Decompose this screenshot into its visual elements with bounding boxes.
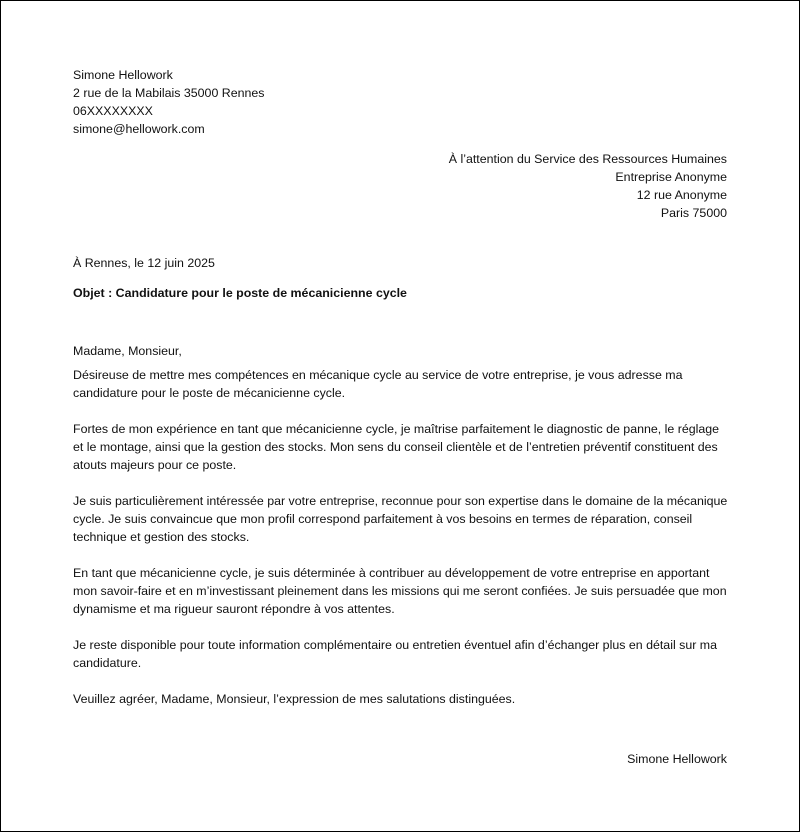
sender-email: simone@hellowork.com — [73, 122, 205, 136]
sender-address: 2 rue de la Mabilais 35000 Rennes — [73, 86, 265, 100]
paragraph-motivation: En tant que mécanicienne cycle, je suis déterminée à contribuer au développement de votre entreprise en apportant mon savoir-faire et en m’investissant pleinement dans les missions qui me seront confiées. Je suis persuadée que mon dynamisme et ma rigueur sauront répondre à vos attentes. — [73, 566, 727, 616]
recipient-attention: À l’attention du Service des Ressources Humaines — [448, 152, 727, 166]
recipient-city: Paris 75000 — [660, 206, 727, 220]
recipient-company: Entreprise Anonyme — [615, 170, 727, 184]
sender-name: Simone Hellowork — [73, 68, 173, 82]
signature: Simone Hellowork — [627, 752, 727, 766]
letter-date: À Rennes, le 12 juin 2025 — [73, 256, 215, 270]
letter-body — [73, 342, 729, 708]
recipient-street: 12 rue Anonyme — [636, 188, 727, 202]
letter-subject: Objet : Candidature pour le poste de mécanicienne cycle — [73, 286, 407, 300]
greeting: Madame, Monsieur, — [73, 344, 182, 358]
paragraph-availability: Je reste disponible pour toute information complémentaire ou entretien éventuel afin d’échanger plus en détail sur ma candidature. — [73, 638, 718, 670]
sender-phone: 06XXXXXXXX — [73, 104, 153, 118]
paragraph-closing: Veuillez agréer, Madame, Monsieur, l’expression de mes salutations distinguées. — [73, 692, 516, 706]
recipient-block — [449, 150, 727, 222]
paragraph-company-interest: Je suis particulièrement intéressée par votre entreprise, reconnue pour son expertise dans le domaine de la mécanique cycle. Je suis convaincue que mon profil correspond parfaitement à vos besoins en termes de réparation, conseil technique et gestion des stocks. — [73, 494, 728, 544]
paragraph-intro: Désireuse de mettre mes compétences en mécanique cycle au service de votre entreprise, je vous adresse ma candidature pour le poste de mécanicienne cycle. — [73, 368, 683, 400]
sender-block — [73, 66, 265, 138]
paragraph-experience: Fortes de mon expérience en tant que mécanicienne cycle, je maîtrise parfaitement le diagnostic de panne, le réglage et le montage, ainsi que la gestion des stocks. Mon sens du conseil clientèle et de l’entretien préventif constituent des atouts majeurs pour ce poste. — [73, 422, 720, 472]
